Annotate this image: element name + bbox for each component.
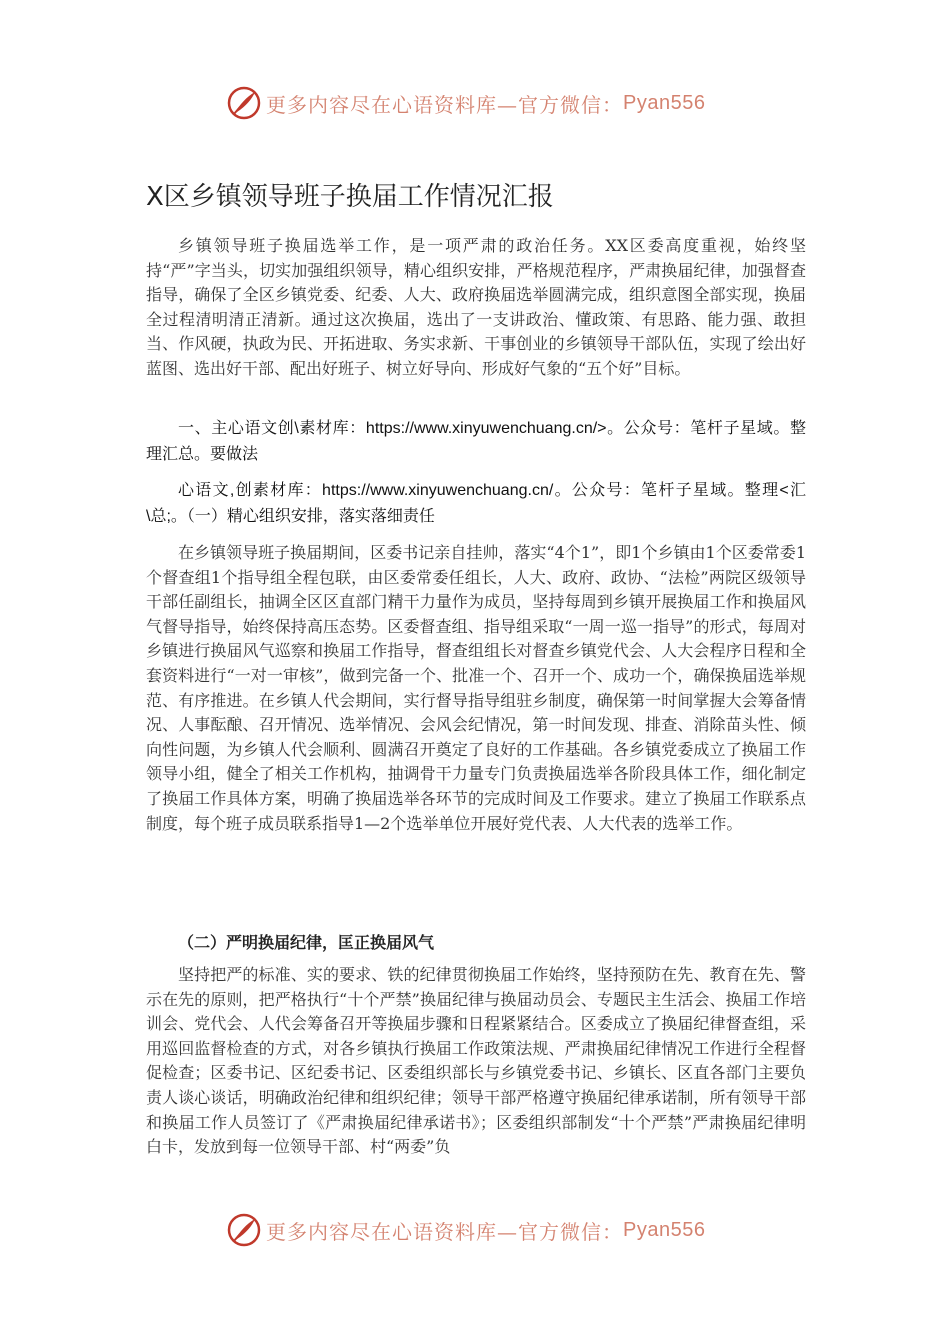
banner-text: 更多内容尽在心语资料库—官方微信： [266,1219,623,1244]
footer-banner [226,1210,726,1250]
intro-paragraph: 乡镇领导班子换届选举工作，是一项严肃的政治任务。XX区委高度重视，始终坚持“严”字当头，切实加强组织领导，精心组织安排，严格规范程序，严肃换届纪律，加强督查指导，确保了全区乡镇党委、纪委、人大、政府换届选举圆满完成，组织意图全部实现，换届全过程清明清正清新。通过这次换届，选出了一支讲政治、懂政策、有思路、能力强、敢担当、作风硬，执政为民、开拓进取、务实求新、干事创业的乡镇领导干部队伍，实现了绘出好蓝图、选出好干部、配出好班子、树立好导向、形成好气象的“五个好”目标。 [146,236,806,378]
section-2-paragraph: 坚持把严的标准、实的要求、铁的纪律贯彻换届工作始终，坚持预防在先、教育在先、警示在先的原则，把严格执行“十个严禁”换届纪律与换届动员会、专题民主生活会、换届工作培训会、党代会、人代会筹备召开等换届步骤和日程紧紧结合。区委成立了换届纪律督查组，采用巡回监督检查的方式，对各乡镇执行换届工作政策法规、严肃换届纪律情况工作进行全程督促检查；区委书记、区纪委书记、区委组织部长与乡镇党委书记、乡镇长、区直各部门主要负责人谈心谈话，明确政治纪律和组织纪律；领导干部严格遵守换届纪律承诺制，所有领导干部和换届工作人员签订了《严肃换届纪律承诺书》；区委组织部制发“十个严禁”严肃换届纪律明白卡，发放到每一位领导干部、村“两委”负 [146,965,806,1157]
document-title: X区乡镇领导班子换届工作情况汇报 [146,182,554,212]
banner-wechat-id: Pyan556 [623,1218,706,1241]
quill-logo-icon [226,1212,262,1248]
header-banner [226,83,726,123]
section-2-heading: （二）严明换届纪律，匡正换届风气 [178,933,435,952]
banner-text: 更多内容尽在心语资料库—官方微信： [266,92,623,117]
section-1-paragraph: 在乡镇领导班子换届期间，区委书记亲自挂帅，落实“4个1”，即1个乡镇由1个区委常委1个督查组1个指导组全程包联，由区委常委任组长，人大、政府、政协、“法检”两院区级领导干部任副组长，抽调全区区直部门精干力量作为成员，坚持每周到乡镇开展换届工作和换届风气督导指导，始终保持高压态势。区委督查组、指导组采取“一周一巡一指导”的形式，每周对乡镇进行换届风气巡察和换届工作指导，督查组组长对督查乡镇党代会、人大会程序日程和全套资料进行“一对一审核”，做到完备一个、批准一个、召开一个、成功一个，确保换届选举规范、有序推进。在乡镇人代会期间，实行督导指导组驻乡制度，确保第一时间掌握大会筹备情况、人事酝酿、召开情况、选举情况、会风会纪情况，第一时间发现、排查、消除苗头性、倾向性问题，为乡镇人代会顺利、圆满召开奠定了良好的工作基础。各乡镇党委成立了换届工作领导小组，健全了相关工作机构，抽调骨干力量专门负责换届选举各阶段具体工作，细化制定了换届工作具体方案，明确了换届选举各环节的完成时间及工作要求。建立了换届工作联系点制度，每个班子成员联系指导1—2个选举单位开展好党代表、人大代表的选举工作。 [146,543,806,833]
banner-wechat-id: Pyan556 [623,91,706,114]
source-note-2: 心语文,创素材库：https://www.xinyuwenchuang.cn/。公众号：笔杆子星域。整理<汇\总;。（一）精心组织安排，落实落细责任 [146,482,806,525]
source-note-1: 一、主心语文创\素材库：https://www.xinyuwenchuang.cn/>。公众号：笔杆子星域。整理汇总。要做法 [146,420,806,463]
quill-logo-icon [226,85,262,121]
